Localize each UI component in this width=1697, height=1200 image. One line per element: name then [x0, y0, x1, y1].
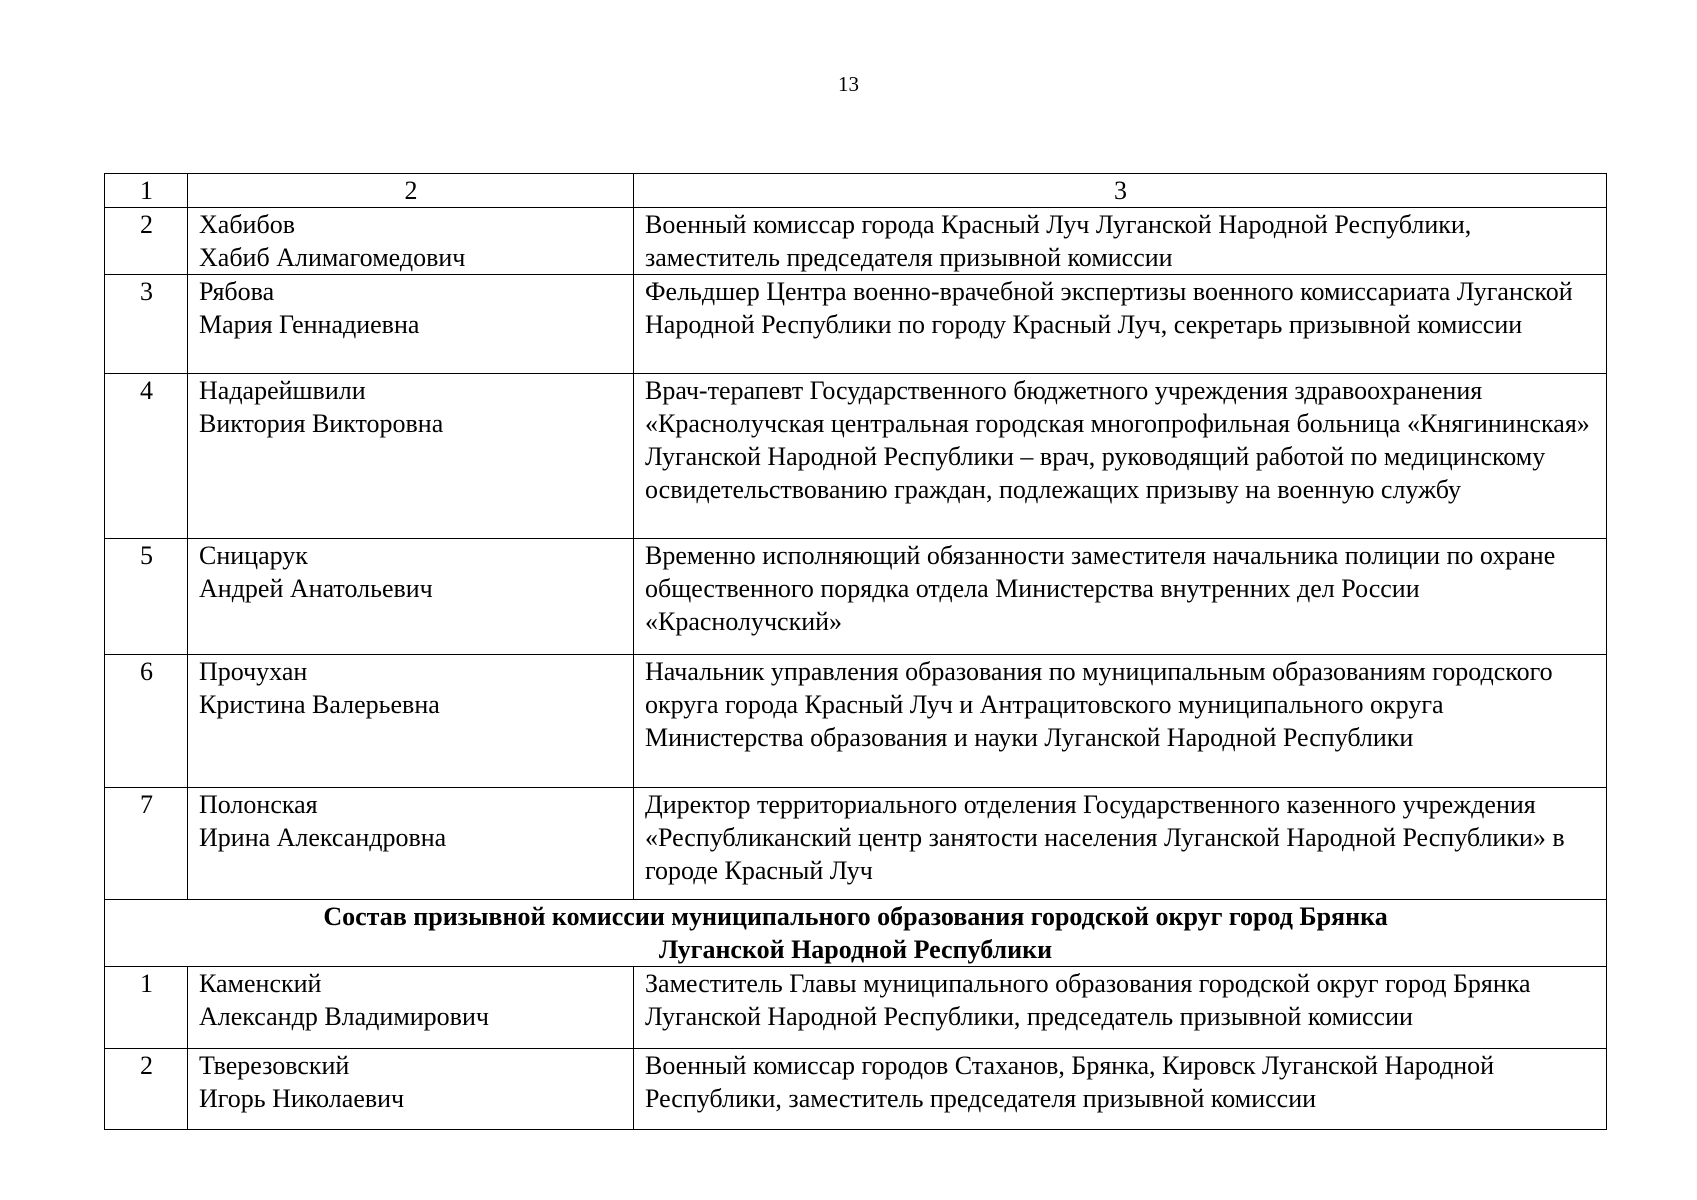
- table-row: [105, 655, 1607, 788]
- member-name-cell: [188, 788, 634, 900]
- table-row: [105, 275, 1607, 374]
- header-cell-position: 3: [634, 174, 1607, 208]
- row-number: 3: [105, 275, 188, 374]
- member-position: Временно исполняющий обязанности заместителя начальника полиции по охране общественного порядка отдела Министерства внутренних дел России «Краснолучский»: [634, 539, 1607, 655]
- section-title-line-2: Луганской Народной Республики: [658, 935, 1053, 964]
- row-number: 4: [105, 374, 188, 539]
- member-given-names: Хабиб Алимагомедович: [199, 243, 466, 272]
- member-position: Начальник управления образования по муниципальным образованиям городского округа города Красный Луч и Антрацитовского муниципального округа Министерства образования и науки Луганской Народной Республики: [634, 655, 1607, 788]
- table-row: [105, 374, 1607, 539]
- member-surname: Каменский: [199, 969, 322, 998]
- commission-table: [104, 173, 1607, 1130]
- member-given-names: Ирина Александровна: [199, 823, 447, 852]
- member-position: Заместитель Главы муниципального образования городской округ город Брянка Луганской Народной Республики, председатель призывной комиссии: [634, 967, 1607, 1049]
- header-cell-number: 1: [105, 174, 188, 208]
- member-surname: Надарейшвили: [199, 376, 366, 405]
- member-surname: Прочухан: [199, 657, 308, 686]
- row-number: 2: [105, 1049, 188, 1130]
- member-name-cell: [188, 1049, 634, 1130]
- page-number: 13: [838, 72, 859, 96]
- member-surname: Тверезовский: [199, 1051, 350, 1080]
- member-surname: Полонская: [199, 790, 318, 819]
- member-surname: Хабибов: [199, 210, 295, 239]
- member-given-names: Александр Владимирович: [199, 1002, 489, 1031]
- member-name-cell: [188, 539, 634, 655]
- member-name-cell: [188, 374, 634, 539]
- member-name-cell: [188, 275, 634, 374]
- row-number: 6: [105, 655, 188, 788]
- section-title: [105, 900, 1607, 967]
- row-number: 2: [105, 208, 188, 275]
- table-row: [105, 1049, 1607, 1130]
- member-surname: Рябова: [199, 277, 275, 306]
- member-position: Фельдшер Центра военно-врачебной экспертизы военного комиссариата Луганской Народной Республики по городу Красный Луч, секретарь призывной комиссии: [634, 275, 1607, 374]
- member-given-names: Виктория Викторовна: [199, 409, 444, 438]
- member-surname: Сницарук: [199, 541, 308, 570]
- header-cell-name: 2: [188, 174, 634, 208]
- table-row: [105, 788, 1607, 900]
- row-number: 1: [105, 967, 188, 1049]
- member-name-cell: [188, 208, 634, 275]
- member-given-names: Мария Геннадиевна: [199, 310, 420, 339]
- member-position: Врач-терапевт Государственного бюджетного учреждения здравоохранения «Краснолучская центральная городская многопрофильная больница «Княгининская» Луганской Народной Республики – врач, руководящий работой по медицинскому освидетельствованию граждан, подлежащих призыву на военную службу: [634, 374, 1607, 539]
- member-given-names: Андрей Анатольевич: [199, 574, 433, 603]
- table-header-row: [105, 174, 1607, 208]
- row-number: 7: [105, 788, 188, 900]
- member-given-names: Игорь Николаевич: [199, 1084, 405, 1113]
- table-row: [105, 539, 1607, 655]
- member-name-cell: [188, 967, 634, 1049]
- member-position: Директор территориального отделения Государственного казенного учреждения «Республиканский центр занятости населения Луганской Народной Республики» в городе Красный Луч: [634, 788, 1607, 900]
- member-position: Военный комиссар городов Стаханов, Брянка, Кировск Луганской Народной Республики, заместитель председателя призывной комиссии: [634, 1049, 1607, 1130]
- row-number: 5: [105, 539, 188, 655]
- section-title-line-1: Состав призывной комиссии муниципального образования городской округ город Брянка: [323, 902, 1388, 931]
- member-position: Военный комиссар города Красный Луч Луганской Народной Республики, заместитель председателя призывной комиссии: [634, 208, 1607, 275]
- member-name-cell: [188, 655, 634, 788]
- member-given-names: Кристина Валерьевна: [199, 690, 440, 719]
- table-row: [105, 967, 1607, 1049]
- table-row: [105, 208, 1607, 275]
- section-title-row: [105, 900, 1607, 967]
